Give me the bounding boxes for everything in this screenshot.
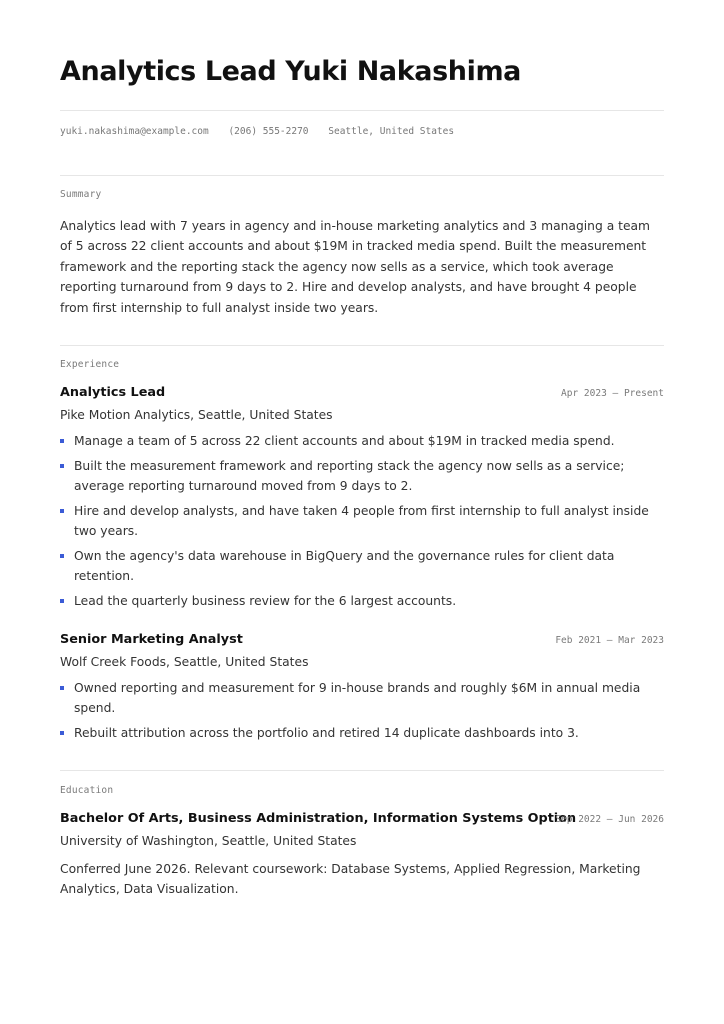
bullet-square-icon — [60, 731, 64, 735]
bullet-text: Owned reporting and measurement for 9 in-house brands and roughly $6M in annual media spend. — [74, 681, 641, 715]
education-divider — [60, 770, 664, 771]
contact-line — [60, 126, 468, 137]
job-dates: Feb 2021 — Mar 2023 — [555, 635, 664, 646]
education-entry — [60, 811, 664, 899]
contact-email[interactable]: yuki.nakashima@example.com — [60, 126, 209, 137]
contact-phone[interactable]: (206) 555-2270 — [228, 126, 309, 137]
bullet-square-icon — [60, 464, 64, 468]
bullet-text: Lead the quarterly business review for the 6 largest accounts. — [74, 594, 457, 608]
summary-text: Analytics lead with 7 years in agency and in-house marketing analytics and 3 managing a team of 5 across 22 client accounts and about $19M in tracked media spend. Built the measurement framework and the reporting stack the agency now sells as a service, which took average reporting turnaround from 9 days to 2. Hire and develop analysts, and have brought 4 people from first internship to full analyst inside two years. — [60, 219, 651, 315]
candidate-name: Analytics Lead Yuki Nakashima — [60, 56, 522, 87]
job-bullets — [60, 678, 664, 743]
bullet-square-icon — [60, 686, 64, 690]
bullet-item — [60, 591, 664, 611]
bullet-item — [60, 723, 664, 743]
bullet-item — [60, 431, 664, 451]
job-organization: Pike Motion Analytics, Seattle, United States — [60, 408, 333, 422]
bullet-item — [60, 501, 664, 541]
bullet-square-icon — [60, 599, 64, 603]
bullet-square-icon — [60, 509, 64, 513]
experience-entry — [60, 385, 664, 616]
bullet-text: Rebuilt attribution across the portfolio and retired 14 duplicate dashboards into 3. — [74, 726, 579, 740]
bullet-item — [60, 546, 664, 586]
summary-heading: Summary — [60, 189, 102, 200]
job-dates: Apr 2023 — Present — [561, 388, 664, 399]
job-title: Senior Marketing Analyst — [60, 632, 243, 647]
summary-divider — [60, 175, 664, 176]
bullet-square-icon — [60, 439, 64, 443]
experience-divider — [60, 345, 664, 346]
bullet-text: Manage a team of 5 across 22 client accounts and about $19M in tracked media spend. — [74, 434, 615, 448]
contact-location: Seattle, United States — [328, 126, 455, 137]
education-heading: Education — [60, 785, 114, 796]
degree-title: Bachelor Of Arts, Business Administration, Information Systems Option — [60, 811, 577, 826]
experience-entry — [60, 632, 664, 748]
education-note: Conferred June 2026. Relevant coursework: Database Systems, Applied Regression, Marketing Analytics, Data Visualization. — [60, 862, 641, 896]
experience-heading: Experience — [60, 359, 120, 370]
header-divider — [60, 110, 664, 111]
bullet-text: Hire and develop analysts, and have taken 4 people from first internship to full analyst inside two years. — [74, 504, 649, 538]
job-title: Analytics Lead — [60, 385, 166, 400]
bullet-text: Own the agency's data warehouse in BigQuery and the governance rules for client data retention. — [74, 549, 615, 583]
bullet-item — [60, 678, 664, 718]
bullet-square-icon — [60, 554, 64, 558]
education-dates: Sep 2022 — Jun 2026 — [555, 814, 664, 825]
bullet-item — [60, 456, 664, 496]
job-organization: Wolf Creek Foods, Seattle, United States — [60, 655, 309, 669]
bullet-text: Built the measurement framework and reporting stack the agency now sells as a service; average reporting turnaround moved from 9 days to 2. — [74, 459, 625, 493]
school-name: University of Washington, Seattle, United States — [60, 834, 357, 848]
job-bullets — [60, 431, 664, 611]
